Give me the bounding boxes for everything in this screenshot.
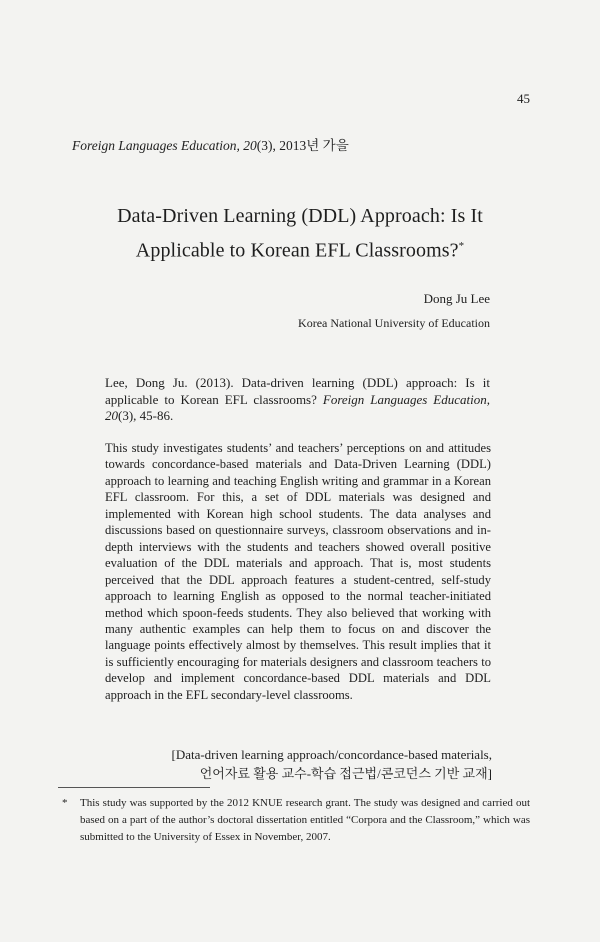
keywords-line-2: 언어자료 활용 교수-학습 접근법/콘코던스 기반 교재]	[199, 766, 492, 781]
keywords	[171, 745, 492, 783]
footnote-text: This study was supported by the 2012 KNUE research grant. The study was designed and carried out based on a part of the author’s doctoral dissertation entitled “Corpora and the Classroom,” which was submitted to the University of Essex in November, 2007.	[80, 797, 530, 843]
title-footnote-marker: *	[458, 240, 465, 252]
title-line-1: Data-Driven Learning (DDL) Approach: Is It	[117, 205, 483, 227]
abstract: This study investigates students’ and teachers’ perceptions on and attitudes towards concordance-based materials and Data-Driven Learning (DDL) approach to learning and teaching English writing and grammar in a Korean EFL classroom. For this, a set of DDL materials was designed and implemented with Korean high school students. The data analyses and discussions based on questionnaire surveys, classroom observations and in-depth interviews with the students and teachers showed overall positive evaluation of the DDL materials and approach. That is, most students perceived that the DDL approach features a student-centred, self-study approach to learning English as opposed to the normal teacher-initiated method which spoon-feeds students. They also believed that working with many authentic examples can help them to focus on and discover the language points effectively almost by themselves. This result implies that it is sufficiently encouraging for materials designers and classroom teachers to develop and implement concordance-based DDL materials and DDL approach in the EFL secondary-level classrooms.	[105, 441, 491, 702]
journal-name: Foreign Languages Education, 20	[72, 138, 257, 153]
title-line-2: Applicable to Korean EFL Classrooms?*	[135, 239, 465, 262]
citation-journal: Foreign Languages Education, 20	[105, 391, 490, 424]
footnote-divider	[58, 787, 210, 788]
citation: Lee, Dong Ju. (2013). Data-driven learning (DDL) approach: Is it applicable to Korean EFL classrooms? Foreign Languages Education, 20(3), 45-86.	[105, 375, 490, 424]
journal-header	[72, 134, 349, 154]
author-name: Dong Ju Lee	[423, 291, 490, 306]
keywords-line-1: [Data-driven learning approach/concordance-based materials,	[171, 747, 492, 762]
footnote	[62, 795, 530, 846]
author-affiliation: Korea National University of Education	[298, 316, 490, 330]
page-number: 45	[517, 91, 530, 106]
paper-title	[60, 201, 540, 266]
footnote-marker: *	[62, 797, 68, 809]
journal-issue: (3), 2013년 가을	[256, 138, 349, 153]
